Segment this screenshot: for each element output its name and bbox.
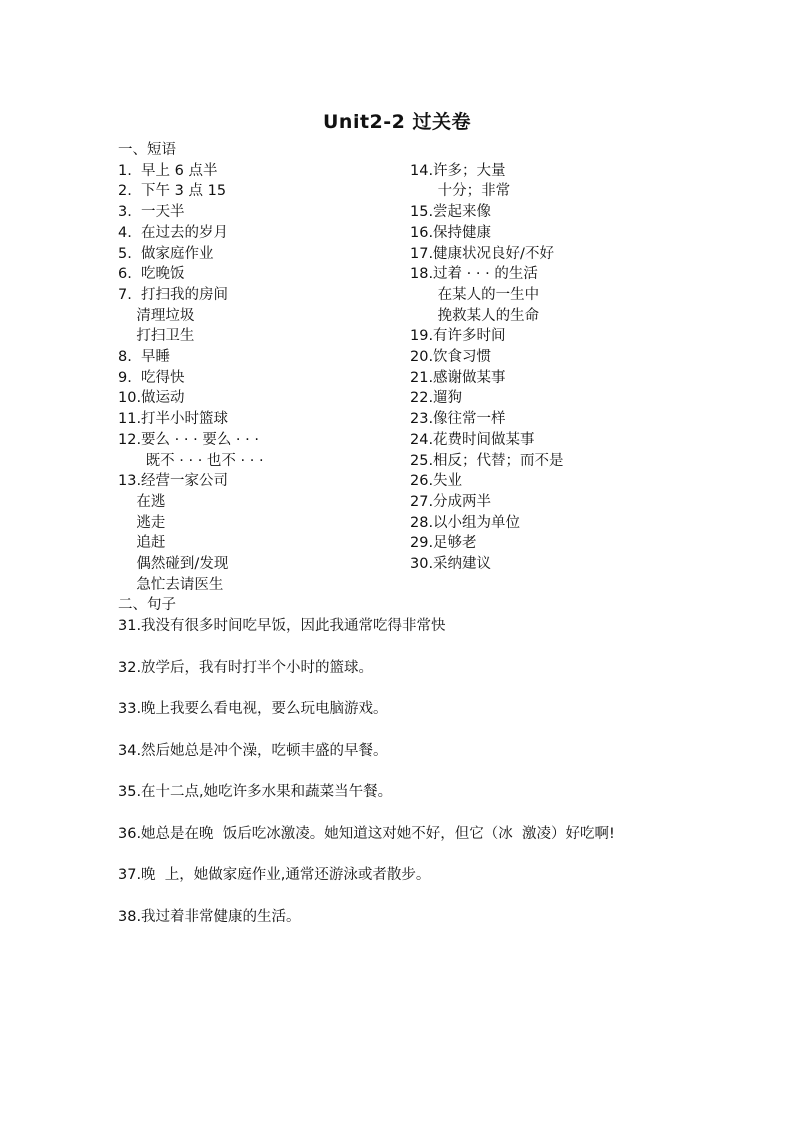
phrase-item: 15.尝起来像 — [410, 204, 492, 221]
section-heading-sentences: 二、句子 — [118, 597, 176, 614]
phrase-item: 挽救某人的生命 — [410, 307, 540, 324]
phrase-item: 19.有许多时间 — [410, 328, 506, 345]
phrase-item: 27.分成两半 — [410, 493, 492, 510]
sentence-item: 37.晚 上，她做家庭作业,通常还游泳或者散步。 — [118, 867, 431, 883]
phrase-item: 16.保持健康 — [410, 224, 492, 241]
section-heading-phrases: 一、短语 — [118, 142, 176, 158]
phrase-item: 偶然碰到/发现 — [118, 556, 229, 572]
phrase-item: 21.感谢做某事 — [410, 369, 506, 386]
phrase-item: 在某人的一生中 — [410, 286, 540, 303]
sentence-item: 38.我过着非常健康的生活。 — [118, 908, 301, 925]
phrase-item: 18.过着 · · · 的生活 — [410, 266, 538, 283]
sentence-item: 32.放学后，我有时打半个小时的篮球。 — [118, 659, 374, 676]
sentence-item: 36.她总是在晚 饭后吃冰激凌。她知道这对她不好，但它（冰 激凌）好吃啊! — [118, 825, 615, 842]
phrase-item: 23.像往常一样 — [410, 411, 506, 428]
sentence-item: 35.在十二点,她吃许多水果和蔬菜当午餐。 — [118, 784, 393, 800]
phrase-item: 26.失业 — [410, 473, 463, 490]
phrase-item: 4. 在过去的岁月 — [118, 224, 229, 241]
sentence-item: 34.然后她总是冲个澡，吃顿丰盛的早餐。 — [118, 742, 388, 759]
phrase-item: 9. 吃得快 — [118, 369, 185, 386]
phrase-item: 29.足够老 — [410, 535, 477, 552]
sentence-item: 31.我没有很多时间吃早饭，因此我通常吃得非常快 — [118, 618, 446, 634]
phrase-item: 24.花费时间做某事 — [410, 431, 535, 448]
phrase-item: 7. 打扫我的房间 — [118, 286, 229, 303]
phrase-item: 13.经营一家公司 — [118, 473, 229, 490]
phrase-item: 5. 做家庭作业 — [118, 245, 214, 262]
phrase-item: 逃走 — [118, 514, 166, 531]
phrase-item: 在逃 — [118, 493, 166, 510]
phrase-item: 2. 下午 3 点 15 — [118, 183, 227, 200]
phrase-item: 打扫卫生 — [118, 328, 195, 345]
phrase-item: 20.饮食习惯 — [410, 349, 492, 365]
phrase-item: 25.相反；代替；而不是 — [410, 452, 564, 469]
phrase-item: 既不 · · · 也不 · · · — [118, 452, 264, 469]
phrase-item: 11.打半小时篮球 — [118, 411, 229, 428]
phrase-item: 6. 吃晚饭 — [118, 266, 185, 283]
phrase-item: 8. 早睡 — [118, 349, 171, 365]
phrase-item: 14.许多；大量 — [410, 162, 506, 179]
phrase-item: 十分；非常 — [410, 183, 511, 200]
phrase-item: 17.健康状况良好/不好 — [410, 245, 554, 262]
phrase-item: 28.以小组为单位 — [410, 514, 521, 531]
phrase-item: 3. 一天半 — [118, 204, 185, 221]
page-title: Unit2-2 过关卷 — [323, 111, 471, 133]
phrase-item: 10.做运动 — [118, 390, 185, 407]
phrase-item: 1. 早上 6 点半 — [118, 162, 218, 179]
phrase-item: 清理垃圾 — [118, 307, 195, 324]
phrase-item: 追赶 — [118, 535, 166, 552]
phrase-item: 22.遛狗 — [410, 390, 463, 407]
phrase-item: 急忙去请医生 — [118, 576, 224, 593]
sentence-item: 33.晚上我要么看电视，要么玩电脑游戏。 — [118, 701, 388, 717]
phrase-item: 30.采纳建议 — [410, 556, 492, 572]
phrase-item: 12.要么 · · · 要么 · · · — [118, 431, 259, 448]
